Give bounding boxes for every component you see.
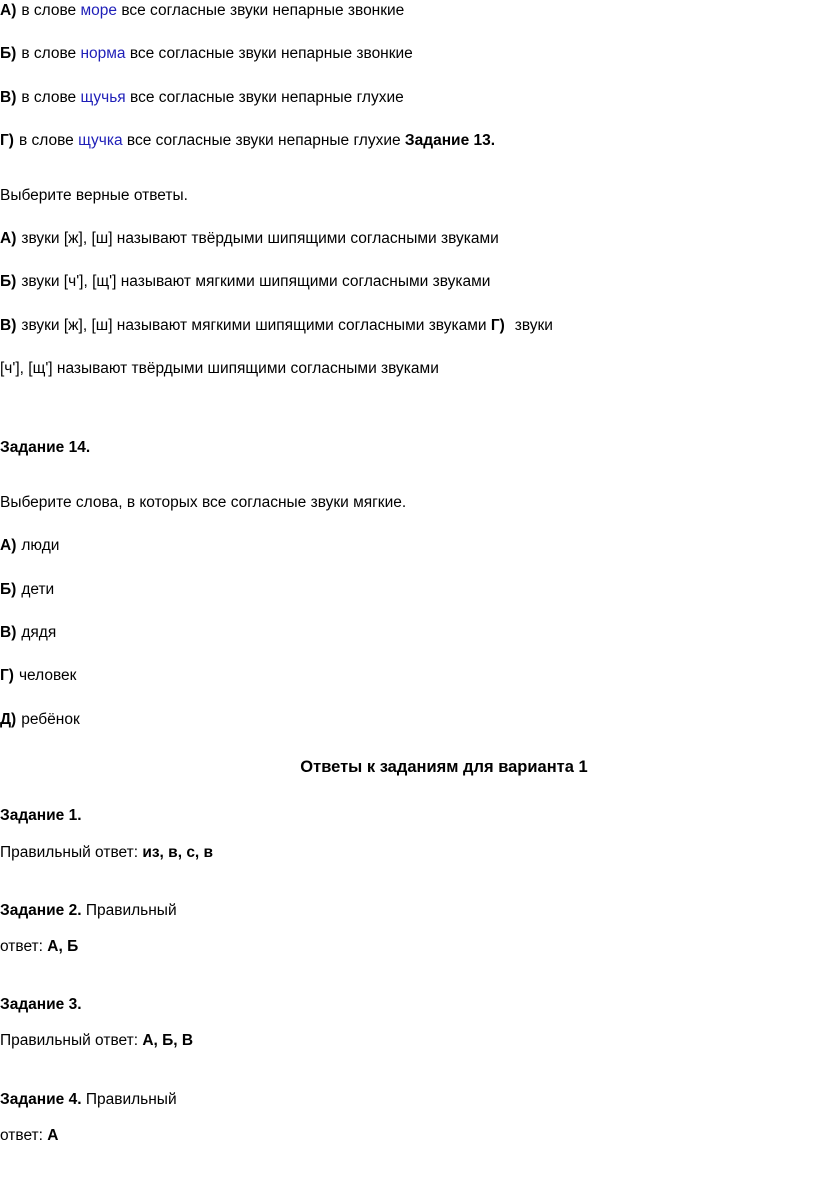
- option-letter: Г): [0, 132, 14, 149]
- answer-3-title: Задание 3.: [0, 996, 82, 1013]
- option-word: норма: [80, 45, 126, 62]
- answer-2-line-1: [0, 901, 177, 921]
- option-letter: А): [0, 537, 17, 554]
- option-word: море: [80, 2, 118, 19]
- option-pre: в слове: [21, 2, 81, 19]
- option-text: ребёнок: [21, 711, 80, 728]
- option-letter: В): [0, 89, 17, 106]
- q14-option-b: [0, 580, 54, 600]
- q13-option-a: [0, 229, 499, 249]
- option-letter: Б): [0, 273, 17, 290]
- answer-label: ответ:: [0, 938, 48, 955]
- option-text: звуки [ж], [ш] называют мягкими шипящими согласными звуками: [21, 317, 491, 334]
- q14-option-v: [0, 623, 56, 643]
- option-letter: Б): [0, 581, 17, 598]
- option-post: все согласные звуки непарные звонкие: [125, 45, 413, 62]
- option-post: все согласные звуки непарные глухие: [122, 132, 405, 149]
- q14-title: Задание 14.: [0, 439, 91, 456]
- q14-option-g: [0, 666, 76, 686]
- answer-4-line-2: [0, 1126, 58, 1146]
- answer-1-line: [0, 843, 213, 863]
- answers-heading: Ответы к заданиям для варианта 1: [300, 758, 588, 776]
- option-letter: А): [0, 2, 17, 19]
- q13-prompt: Выберите верные ответы.: [0, 187, 188, 204]
- option-text: дядя: [21, 624, 57, 641]
- answer-1-title: Задание 1.: [0, 807, 82, 824]
- option-post: все согласные звуки непарные глухие: [125, 89, 404, 106]
- option-letter: Д): [0, 711, 17, 728]
- option-letter: Г): [490, 317, 505, 334]
- option-text: звуки: [514, 317, 553, 334]
- answer-3-line: [0, 1031, 193, 1051]
- q14-prompt: Выберите слова, в которых все согласные звуки мягкие.: [0, 494, 407, 511]
- answer-4-line-1: [0, 1090, 177, 1110]
- q13-continuation: [ч'], [щ'] называют твёрдыми шипящими согласными звуками: [0, 360, 439, 377]
- answer-label: Правильный ответ:: [0, 844, 143, 861]
- option-letter: А): [0, 230, 17, 247]
- answer-value: из, в, с, в: [142, 844, 214, 861]
- option-text: дети: [21, 581, 55, 598]
- option-pre: в слове: [18, 132, 79, 149]
- option-post: все согласные звуки непарные звонкие: [117, 2, 405, 19]
- option-text: человек: [18, 667, 77, 684]
- answer-label: ответ:: [0, 1127, 48, 1144]
- answer-value: А: [47, 1127, 59, 1144]
- q14-option-a: [0, 536, 59, 556]
- q12-option-b: [0, 44, 413, 64]
- option-pre: в слове: [21, 45, 81, 62]
- q12-option-v: [0, 88, 404, 108]
- q13-title: Задание 13.: [404, 132, 496, 149]
- option-letter: В): [0, 624, 17, 641]
- option-pre: в слове: [21, 89, 81, 106]
- answer-label: Правильный: [81, 1091, 177, 1108]
- option-letter: Б): [0, 45, 17, 62]
- answer-value: А, Б, В: [142, 1032, 194, 1049]
- answer-4-title: Задание 4.: [0, 1091, 82, 1108]
- q12-option-a: [0, 1, 404, 21]
- option-word: щучья: [80, 89, 126, 106]
- q14-option-d: [0, 710, 80, 730]
- answer-label: Правильный ответ:: [0, 1032, 143, 1049]
- option-text: звуки [ж], [ш] называют твёрдыми шипящими согласными звуками: [21, 230, 499, 247]
- answer-2-line-2: [0, 937, 78, 957]
- answer-2-title: Задание 2.: [0, 902, 82, 919]
- q13-option-b: [0, 272, 490, 292]
- option-text: люди: [21, 537, 60, 554]
- option-word: щучка: [78, 132, 123, 149]
- answer-value: А, Б: [47, 938, 79, 955]
- q12-option-g: [0, 131, 495, 151]
- q13-option-v: [0, 316, 553, 336]
- option-text: звуки [ч'], [щ'] называют мягкими шипящими согласными звуками: [21, 273, 491, 290]
- option-letter: В): [0, 317, 17, 334]
- option-letter: Г): [0, 667, 14, 684]
- answer-label: Правильный: [81, 902, 177, 919]
